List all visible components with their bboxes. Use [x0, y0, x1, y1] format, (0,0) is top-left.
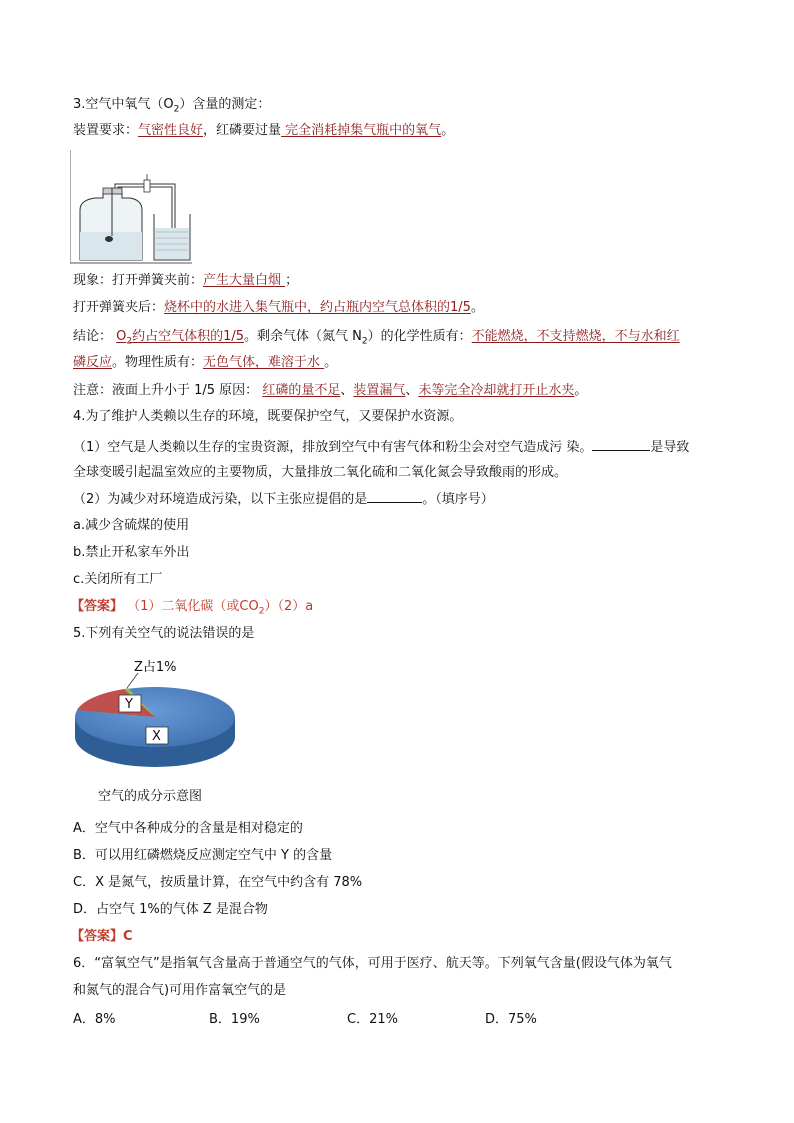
- q6-stem: 6．“富氧空气”是指氧气含量高于普通空气的气体，可用于医疗、航天等。下列氧气含量(假设气体为氧气: [73, 956, 672, 971]
- q6-stem-line2: 和氮气的混合气)可用作富氧空气的是: [73, 983, 287, 998]
- q4-part1-line2: 全球变暖引起温室效应的主要物质，大量排放二氧化硫和二氧化氮会导致酸雨的形成。: [73, 465, 568, 480]
- q3-conclusion: 结论： $O_2$约占空气体积的1/5。剩余气体（氮气 $N_2$）的化学性质有：不能燃烧，不支持燃烧，不与水和红: [73, 329, 680, 347]
- q6-option-d: D．75%: [485, 1012, 537, 1027]
- q5-answer: 【答案】C: [71, 929, 133, 944]
- pie-label-y: Y: [125, 697, 133, 712]
- q4-option-c: c.关闭所有工厂: [73, 572, 163, 587]
- q5-option-a: A．空气中各种成分的含量是相对稳定的: [73, 821, 303, 836]
- q4-part1: （1）空气是人类赖以生存的宝贵资源，排放到空气中有害气体和粉尘会对空气造成污 染。 是导致: [73, 440, 690, 455]
- q3-note: 注意：液面上升小于 1/5 原因： 红磷的量不足、装置漏气、未等完全冷却就打开止水夹。: [73, 383, 588, 398]
- pie-label-z: Z占1%: [134, 660, 177, 675]
- q5-option-d: D．占空气 1%的气体 Z 是混合物: [73, 902, 268, 917]
- q5-title: 5.下列有关空气的说法错误的是: [73, 626, 255, 641]
- q6-option-b: B．19%: [209, 1012, 260, 1027]
- q4-part2: （2）为减少对环境造成污染，以下主张应提倡的是 。（填序号）: [73, 492, 494, 507]
- q4-blank-1[interactable]: [592, 438, 650, 451]
- q4-answer: 【答案】 （1）二氧化碳（或$CO_2)(2)a$: [71, 599, 314, 617]
- q3-title: 3.空气中氧气$(O_2)$含量的测定：: [73, 97, 271, 115]
- air-composition-pie: [72, 655, 237, 805]
- q6-option-a: A．8%: [73, 1012, 116, 1027]
- q4-title: 4.为了维护人类赖以生存的环境，既要保护空气，又要保护水资源。: [73, 409, 463, 424]
- q4-option-a: a.减少含硫煤的使用: [73, 518, 190, 533]
- q6-option-c: C．21%: [347, 1012, 398, 1027]
- q3-after-clamp: 打开弹簧夹后：烧杯中的水进入集气瓶中，约占瓶内空气总体积的1/5。: [73, 300, 484, 315]
- q3-requirement: 装置要求：气密性良好，红磷要过量 完全消耗掉集气瓶中的氧气。: [73, 123, 455, 138]
- q5-option-b: B．可以用红磷燃烧反应测定空气中 Y 的含量: [73, 848, 333, 863]
- q3-conclusion-cont: 磷反应。物理性质有：无色气体，难溶于水 。: [73, 355, 338, 370]
- q5-option-c: C．X 是氮气，按质量计算，在空气中约含有 78%: [73, 875, 363, 890]
- apparatus-diagram: [70, 148, 195, 265]
- pie-caption: 空气的成分示意图: [98, 789, 203, 804]
- q4-blank-2[interactable]: [367, 490, 422, 503]
- pie-label-x: X: [152, 729, 161, 744]
- q4-option-b: b.禁止开私家车外出: [73, 545, 190, 560]
- q3-phenomenon: 现象：打开弹簧夹前：产生大量白烟 ；: [73, 273, 299, 288]
